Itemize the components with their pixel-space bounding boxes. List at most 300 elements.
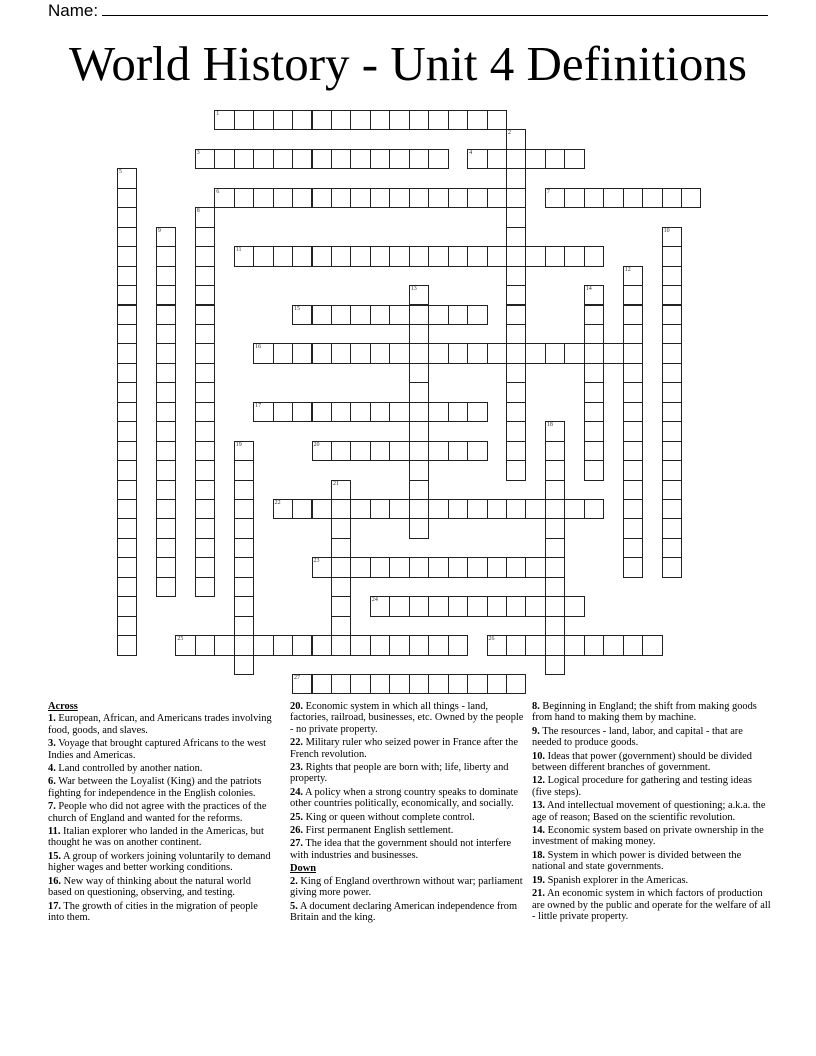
crossword-cell[interactable] (331, 343, 351, 363)
crossword-cell[interactable] (370, 499, 390, 519)
crossword-cell[interactable] (195, 635, 215, 655)
crossword-cell[interactable] (506, 266, 526, 286)
crossword-cell[interactable] (156, 343, 176, 363)
crossword-cell[interactable] (234, 635, 254, 655)
crossword-cell[interactable] (428, 674, 448, 694)
crossword-cell[interactable] (662, 421, 682, 441)
crossword-cell[interactable] (350, 305, 370, 325)
crossword-cell[interactable] (409, 305, 429, 325)
crossword-cell[interactable] (331, 616, 351, 636)
crossword-cell[interactable] (662, 363, 682, 383)
crossword-cell[interactable] (331, 635, 351, 655)
crossword-cell[interactable] (156, 402, 176, 422)
crossword-cell[interactable] (428, 635, 448, 655)
crossword-cell[interactable] (195, 518, 215, 538)
crossword-cell[interactable] (525, 246, 545, 266)
crossword-cell[interactable] (545, 596, 565, 616)
crossword-cell[interactable] (370, 635, 390, 655)
crossword-cell[interactable] (448, 674, 468, 694)
crossword-cell[interactable] (331, 480, 351, 500)
crossword-cell[interactable] (448, 402, 468, 422)
crossword-cell[interactable] (467, 188, 487, 208)
crossword-cell[interactable] (409, 110, 429, 130)
crossword-cell[interactable] (409, 246, 429, 266)
crossword-cell[interactable] (195, 207, 215, 227)
crossword-cell[interactable] (564, 499, 584, 519)
crossword-cell[interactable] (623, 460, 643, 480)
crossword-cell[interactable] (156, 441, 176, 461)
crossword-cell[interactable] (156, 518, 176, 538)
crossword-cell[interactable] (117, 596, 137, 616)
crossword-cell[interactable] (584, 441, 604, 461)
crossword-cell[interactable] (156, 305, 176, 325)
crossword-cell[interactable] (584, 499, 604, 519)
crossword-cell[interactable] (331, 402, 351, 422)
crossword-cell[interactable] (389, 441, 409, 461)
crossword-cell[interactable] (234, 518, 254, 538)
crossword-cell[interactable] (662, 285, 682, 305)
crossword-cell[interactable] (623, 557, 643, 577)
crossword-cell[interactable] (506, 285, 526, 305)
crossword-cell[interactable] (117, 499, 137, 519)
crossword-cell[interactable] (389, 149, 409, 169)
crossword-cell[interactable] (156, 285, 176, 305)
crossword-cell[interactable] (584, 324, 604, 344)
crossword-cell[interactable] (195, 499, 215, 519)
crossword-cell[interactable] (506, 460, 526, 480)
crossword-cell[interactable] (448, 499, 468, 519)
crossword-cell[interactable] (506, 129, 526, 149)
crossword-cell[interactable] (487, 246, 507, 266)
crossword-cell[interactable] (623, 305, 643, 325)
crossword-cell[interactable] (409, 635, 429, 655)
crossword-cell[interactable] (506, 149, 526, 169)
crossword-cell[interactable] (331, 674, 351, 694)
crossword-cell[interactable] (156, 363, 176, 383)
crossword-cell[interactable] (175, 635, 195, 655)
crossword-cell[interactable] (506, 674, 526, 694)
crossword-cell[interactable] (545, 616, 565, 636)
crossword-cell[interactable] (623, 480, 643, 500)
crossword-cell[interactable] (195, 382, 215, 402)
crossword-cell[interactable] (312, 499, 332, 519)
crossword-cell[interactable] (312, 110, 332, 130)
crossword-cell[interactable] (448, 246, 468, 266)
crossword-cell[interactable] (428, 149, 448, 169)
crossword-cell[interactable] (506, 246, 526, 266)
crossword-cell[interactable] (370, 188, 390, 208)
crossword-cell[interactable] (253, 149, 273, 169)
crossword-cell[interactable] (662, 402, 682, 422)
crossword-cell[interactable] (525, 499, 545, 519)
crossword-cell[interactable] (234, 460, 254, 480)
crossword-cell[interactable] (234, 616, 254, 636)
crossword-cell[interactable] (545, 635, 565, 655)
crossword-cell[interactable] (370, 596, 390, 616)
crossword-cell[interactable] (506, 421, 526, 441)
crossword-cell[interactable] (195, 402, 215, 422)
crossword-cell[interactable] (273, 188, 293, 208)
crossword-cell[interactable] (312, 246, 332, 266)
crossword-cell[interactable] (234, 149, 254, 169)
crossword-cell[interactable] (117, 188, 137, 208)
crossword-cell[interactable] (292, 110, 312, 130)
crossword-cell[interactable] (525, 635, 545, 655)
crossword-cell[interactable] (331, 149, 351, 169)
crossword-cell[interactable] (156, 382, 176, 402)
crossword-cell[interactable] (292, 305, 312, 325)
crossword-cell[interactable] (409, 518, 429, 538)
crossword-cell[interactable] (506, 557, 526, 577)
crossword-cell[interactable] (487, 674, 507, 694)
crossword-cell[interactable] (506, 227, 526, 247)
crossword-cell[interactable] (409, 285, 429, 305)
crossword-cell[interactable] (525, 596, 545, 616)
crossword-cell[interactable] (117, 246, 137, 266)
crossword-cell[interactable] (195, 441, 215, 461)
crossword-cell[interactable] (409, 441, 429, 461)
crossword-cell[interactable] (506, 305, 526, 325)
crossword-cell[interactable] (389, 343, 409, 363)
crossword-cell[interactable] (156, 266, 176, 286)
crossword-cell[interactable] (273, 149, 293, 169)
crossword-cell[interactable] (117, 305, 137, 325)
crossword-cell[interactable] (117, 363, 137, 383)
crossword-cell[interactable] (584, 363, 604, 383)
crossword-cell[interactable] (273, 343, 293, 363)
crossword-cell[interactable] (409, 480, 429, 500)
crossword-cell[interactable] (623, 363, 643, 383)
crossword-cell[interactable] (331, 246, 351, 266)
crossword-cell[interactable] (389, 674, 409, 694)
crossword-cell[interactable] (370, 149, 390, 169)
crossword-cell[interactable] (623, 285, 643, 305)
crossword-cell[interactable] (331, 557, 351, 577)
crossword-cell[interactable] (487, 343, 507, 363)
crossword-cell[interactable] (117, 324, 137, 344)
crossword-cell[interactable] (623, 266, 643, 286)
crossword-cell[interactable] (195, 363, 215, 383)
crossword-cell[interactable] (331, 538, 351, 558)
crossword-cell[interactable] (195, 227, 215, 247)
crossword-cell[interactable] (156, 577, 176, 597)
crossword-cell[interactable] (234, 480, 254, 500)
crossword-cell[interactable] (584, 635, 604, 655)
crossword-cell[interactable] (545, 557, 565, 577)
crossword-cell[interactable] (487, 149, 507, 169)
crossword-cell[interactable] (370, 402, 390, 422)
crossword-cell[interactable] (525, 343, 545, 363)
crossword-cell[interactable] (409, 460, 429, 480)
crossword-cell[interactable] (545, 460, 565, 480)
crossword-cell[interactable] (195, 266, 215, 286)
crossword-cell[interactable] (662, 266, 682, 286)
crossword-cell[interactable] (409, 596, 429, 616)
crossword-cell[interactable] (292, 635, 312, 655)
crossword-cell[interactable] (487, 188, 507, 208)
crossword-cell[interactable] (623, 538, 643, 558)
crossword-cell[interactable] (564, 635, 584, 655)
crossword-cell[interactable] (584, 460, 604, 480)
crossword-cell[interactable] (214, 188, 234, 208)
crossword-cell[interactable] (350, 557, 370, 577)
crossword-cell[interactable] (312, 402, 332, 422)
crossword-cell[interactable] (448, 596, 468, 616)
crossword-cell[interactable] (273, 402, 293, 422)
crossword-cell[interactable] (428, 499, 448, 519)
crossword-cell[interactable] (506, 324, 526, 344)
crossword-cell[interactable] (195, 246, 215, 266)
crossword-cell[interactable] (117, 480, 137, 500)
crossword-cell[interactable] (642, 188, 662, 208)
crossword-cell[interactable] (623, 402, 643, 422)
crossword-cell[interactable] (331, 596, 351, 616)
crossword-cell[interactable] (603, 343, 623, 363)
crossword-cell[interactable] (662, 188, 682, 208)
crossword-cell[interactable] (603, 188, 623, 208)
crossword-cell[interactable] (409, 402, 429, 422)
crossword-cell[interactable] (117, 207, 137, 227)
crossword-cell[interactable] (662, 480, 682, 500)
crossword-cell[interactable] (662, 343, 682, 363)
crossword-cell[interactable] (409, 188, 429, 208)
crossword-cell[interactable] (467, 149, 487, 169)
crossword-cell[interactable] (506, 188, 526, 208)
crossword-cell[interactable] (292, 343, 312, 363)
crossword-cell[interactable] (467, 499, 487, 519)
crossword-cell[interactable] (448, 343, 468, 363)
crossword-cell[interactable] (234, 441, 254, 461)
crossword-cell[interactable] (467, 674, 487, 694)
crossword-cell[interactable] (564, 596, 584, 616)
crossword-cell[interactable] (506, 402, 526, 422)
crossword-cell[interactable] (156, 499, 176, 519)
crossword-cell[interactable] (156, 480, 176, 500)
crossword-cell[interactable] (292, 149, 312, 169)
crossword-cell[interactable] (662, 382, 682, 402)
crossword-cell[interactable] (253, 635, 273, 655)
crossword-cell[interactable] (370, 246, 390, 266)
crossword-cell[interactable] (428, 402, 448, 422)
crossword-cell[interactable] (662, 324, 682, 344)
crossword-cell[interactable] (467, 305, 487, 325)
crossword-cell[interactable] (117, 285, 137, 305)
crossword-cell[interactable] (409, 363, 429, 383)
crossword-cell[interactable] (370, 110, 390, 130)
crossword-cell[interactable] (253, 188, 273, 208)
crossword-cell[interactable] (662, 441, 682, 461)
crossword-cell[interactable] (428, 110, 448, 130)
crossword-cell[interactable] (584, 421, 604, 441)
crossword-cell[interactable] (370, 674, 390, 694)
crossword-cell[interactable] (370, 305, 390, 325)
crossword-cell[interactable] (448, 635, 468, 655)
crossword-cell[interactable] (214, 110, 234, 130)
crossword-cell[interactable] (389, 635, 409, 655)
crossword-cell[interactable] (195, 305, 215, 325)
crossword-cell[interactable] (117, 518, 137, 538)
crossword-cell[interactable] (117, 402, 137, 422)
crossword-cell[interactable] (623, 635, 643, 655)
crossword-cell[interactable] (389, 402, 409, 422)
crossword-cell[interactable] (448, 557, 468, 577)
crossword-cell[interactable] (195, 480, 215, 500)
crossword-cell[interactable] (467, 596, 487, 616)
crossword-cell[interactable] (389, 110, 409, 130)
crossword-cell[interactable] (117, 168, 137, 188)
crossword-cell[interactable] (292, 499, 312, 519)
crossword-cell[interactable] (662, 557, 682, 577)
crossword-cell[interactable] (564, 246, 584, 266)
crossword-cell[interactable] (525, 149, 545, 169)
crossword-cell[interactable] (467, 110, 487, 130)
crossword-cell[interactable] (195, 577, 215, 597)
crossword-cell[interactable] (370, 441, 390, 461)
crossword-cell[interactable] (428, 596, 448, 616)
crossword-cell[interactable] (467, 441, 487, 461)
crossword-cell[interactable] (312, 188, 332, 208)
crossword-cell[interactable] (545, 188, 565, 208)
crossword-cell[interactable] (545, 577, 565, 597)
crossword-cell[interactable] (156, 557, 176, 577)
crossword-cell[interactable] (428, 441, 448, 461)
crossword-cell[interactable] (234, 655, 254, 675)
crossword-cell[interactable] (409, 421, 429, 441)
crossword-cell[interactable] (584, 246, 604, 266)
crossword-cell[interactable] (545, 655, 565, 675)
crossword-cell[interactable] (506, 441, 526, 461)
crossword-cell[interactable] (623, 324, 643, 344)
crossword-cell[interactable] (331, 110, 351, 130)
crossword-cell[interactable] (312, 305, 332, 325)
crossword-cell[interactable] (234, 538, 254, 558)
crossword-cell[interactable] (350, 246, 370, 266)
crossword-cell[interactable] (312, 674, 332, 694)
crossword-cell[interactable] (506, 499, 526, 519)
crossword-cell[interactable] (448, 188, 468, 208)
crossword-cell[interactable] (389, 557, 409, 577)
crossword-cell[interactable] (214, 635, 234, 655)
crossword-cell[interactable] (409, 674, 429, 694)
crossword-cell[interactable] (370, 343, 390, 363)
crossword-cell[interactable] (428, 305, 448, 325)
crossword-cell[interactable] (545, 246, 565, 266)
crossword-cell[interactable] (331, 499, 351, 519)
crossword-cell[interactable] (195, 149, 215, 169)
crossword-cell[interactable] (273, 246, 293, 266)
crossword-cell[interactable] (292, 188, 312, 208)
crossword-cell[interactable] (234, 596, 254, 616)
crossword-cell[interactable] (312, 557, 332, 577)
crossword-cell[interactable] (273, 110, 293, 130)
crossword-cell[interactable] (312, 149, 332, 169)
crossword-cell[interactable] (409, 499, 429, 519)
crossword-cell[interactable] (234, 188, 254, 208)
crossword-cell[interactable] (506, 382, 526, 402)
crossword-cell[interactable] (623, 382, 643, 402)
crossword-cell[interactable] (195, 285, 215, 305)
crossword-cell[interactable] (156, 460, 176, 480)
crossword-cell[interactable] (584, 305, 604, 325)
crossword-cell[interactable] (448, 110, 468, 130)
crossword-cell[interactable] (234, 499, 254, 519)
crossword-cell[interactable] (487, 557, 507, 577)
crossword-cell[interactable] (389, 499, 409, 519)
crossword-cell[interactable] (506, 168, 526, 188)
crossword-cell[interactable] (350, 343, 370, 363)
crossword-cell[interactable] (253, 246, 273, 266)
crossword-cell[interactable] (487, 596, 507, 616)
crossword-cell[interactable] (584, 402, 604, 422)
crossword-cell[interactable] (117, 538, 137, 558)
crossword-cell[interactable] (409, 324, 429, 344)
crossword-cell[interactable] (428, 188, 448, 208)
crossword-cell[interactable] (623, 499, 643, 519)
crossword-cell[interactable] (525, 557, 545, 577)
crossword-cell[interactable] (117, 635, 137, 655)
crossword-cell[interactable] (195, 538, 215, 558)
crossword-cell[interactable] (564, 343, 584, 363)
crossword-cell[interactable] (584, 382, 604, 402)
crossword-cell[interactable] (253, 402, 273, 422)
crossword-cell[interactable] (506, 363, 526, 383)
crossword-cell[interactable] (467, 343, 487, 363)
crossword-cell[interactable] (448, 305, 468, 325)
crossword-cell[interactable] (603, 635, 623, 655)
crossword-cell[interactable] (117, 616, 137, 636)
crossword-cell[interactable] (117, 577, 137, 597)
crossword-cell[interactable] (350, 635, 370, 655)
crossword-cell[interactable] (662, 499, 682, 519)
crossword-cell[interactable] (467, 402, 487, 422)
crossword-cell[interactable] (389, 246, 409, 266)
crossword-cell[interactable] (545, 421, 565, 441)
crossword-cell[interactable] (487, 635, 507, 655)
crossword-cell[interactable] (623, 421, 643, 441)
crossword-cell[interactable] (195, 343, 215, 363)
crossword-cell[interactable] (331, 188, 351, 208)
crossword-cell[interactable] (545, 499, 565, 519)
crossword-cell[interactable] (428, 557, 448, 577)
crossword-cell[interactable] (273, 635, 293, 655)
crossword-cell[interactable] (506, 635, 526, 655)
crossword-cell[interactable] (662, 538, 682, 558)
crossword-cell[interactable] (117, 343, 137, 363)
crossword-cell[interactable] (312, 441, 332, 461)
crossword-cell[interactable] (506, 207, 526, 227)
crossword-cell[interactable] (389, 188, 409, 208)
crossword-cell[interactable] (234, 577, 254, 597)
crossword-cell[interactable] (662, 460, 682, 480)
crossword-cell[interactable] (234, 110, 254, 130)
crossword-cell[interactable] (117, 441, 137, 461)
crossword-cell[interactable] (584, 188, 604, 208)
crossword-cell[interactable] (545, 441, 565, 461)
crossword-cell[interactable] (350, 674, 370, 694)
crossword-cell[interactable] (156, 421, 176, 441)
crossword-cell[interactable] (389, 596, 409, 616)
crossword-cell[interactable] (584, 285, 604, 305)
crossword-cell[interactable] (214, 149, 234, 169)
crossword-cell[interactable] (428, 343, 448, 363)
crossword-cell[interactable] (448, 441, 468, 461)
crossword-cell[interactable] (156, 227, 176, 247)
crossword-cell[interactable] (195, 557, 215, 577)
crossword-cell[interactable] (506, 596, 526, 616)
crossword-cell[interactable] (273, 499, 293, 519)
crossword-cell[interactable] (545, 518, 565, 538)
crossword-cell[interactable] (292, 674, 312, 694)
